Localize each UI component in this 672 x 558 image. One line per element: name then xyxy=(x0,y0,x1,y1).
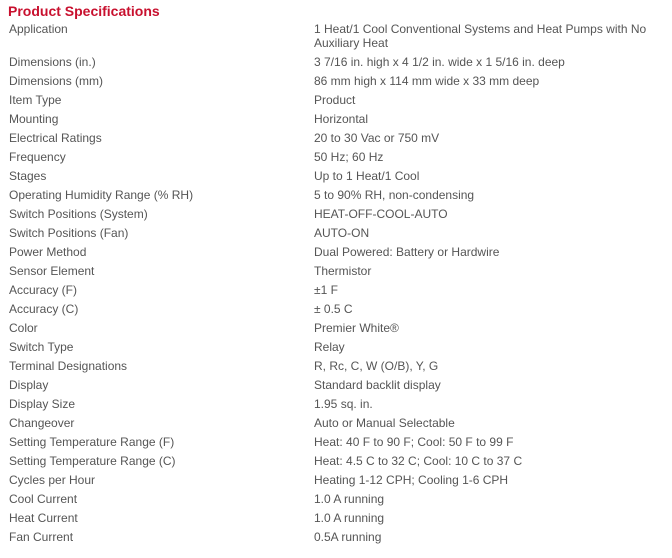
spec-label: Cool Current xyxy=(9,492,78,506)
spec-label: Display Size xyxy=(9,397,76,411)
spec-value: Auto or Manual Selectable xyxy=(314,416,455,430)
spec-value: 1.95 sq. in. xyxy=(314,397,373,411)
spec-label: Accuracy (F) xyxy=(9,283,78,297)
spec-row xyxy=(0,148,672,167)
spec-value: Dual Powered: Battery or Hardwire xyxy=(314,245,500,259)
spec-value: 1 Heat/1 Cool Conventional Systems and Heat Pumps with No Auxiliary Heat xyxy=(314,22,647,50)
spec-row xyxy=(0,20,672,53)
spec-row xyxy=(0,129,672,148)
spec-row xyxy=(0,205,672,224)
spec-label: Operating Humidity Range (% RH) xyxy=(9,188,194,202)
spec-row xyxy=(0,395,672,414)
spec-row xyxy=(0,338,672,357)
spec-row xyxy=(0,167,672,186)
spec-value: Heat: 4.5 C to 32 C; Cool: 10 C to 37 C xyxy=(314,454,523,468)
spec-value: Heat: 40 F to 90 F; Cool: 50 F to 99 F xyxy=(314,435,514,449)
spec-row xyxy=(0,300,672,319)
spec-label: Mounting xyxy=(9,112,59,126)
spec-row xyxy=(0,433,672,452)
spec-label: Power Method xyxy=(9,245,87,259)
spec-value: 3 7/16 in. high x 4 1/2 in. wide x 1 5/16 in. deep xyxy=(314,55,565,69)
spec-label: Electrical Ratings xyxy=(9,131,102,145)
spec-value: Product xyxy=(314,93,356,107)
spec-value: R, Rc, C, W (O/B), Y, G xyxy=(314,359,439,373)
spec-value: Heating 1-12 CPH; Cooling 1-6 CPH xyxy=(314,473,509,487)
spec-label: Heat Current xyxy=(9,511,78,525)
spec-label: Setting Temperature Range (C) xyxy=(9,454,176,468)
spec-label: Color xyxy=(9,321,38,335)
spec-value: ±1 F xyxy=(314,283,338,297)
spec-value: 5 to 90% RH, non-condensing xyxy=(314,188,475,202)
spec-row xyxy=(0,490,672,509)
spec-row xyxy=(0,262,672,281)
spec-label: Stages xyxy=(9,169,47,183)
spec-label: Frequency xyxy=(9,150,66,164)
spec-row xyxy=(0,452,672,471)
spec-label: Dimensions (mm) xyxy=(9,74,104,88)
spec-row xyxy=(0,186,672,205)
spec-row xyxy=(0,91,672,110)
spec-row xyxy=(0,414,672,433)
section-title: Product Specifications xyxy=(8,3,160,19)
spec-row xyxy=(0,471,672,490)
spec-label: Changeover xyxy=(9,416,75,430)
spec-value: AUTO-ON xyxy=(314,226,370,240)
spec-value: Standard backlit display xyxy=(314,378,441,392)
spec-value: 0.5A running xyxy=(314,530,382,544)
spec-row xyxy=(0,72,672,91)
spec-value: 20 to 30 Vac or 750 mV xyxy=(314,131,440,145)
spec-label: Switch Positions (System) xyxy=(9,207,148,221)
spec-value: Premier White® xyxy=(314,321,399,335)
spec-value: HEAT-OFF-COOL-AUTO xyxy=(314,207,448,221)
spec-row xyxy=(0,357,672,376)
spec-value: 86 mm high x 114 mm wide x 33 mm deep xyxy=(314,74,540,88)
spec-label: Terminal Designations xyxy=(9,359,128,373)
spec-value: 1.0 A running xyxy=(314,492,385,506)
spec-value: Up to 1 Heat/1 Cool xyxy=(314,169,420,183)
spec-value: Relay xyxy=(314,340,345,354)
spec-label: Dimensions (in.) xyxy=(9,55,96,69)
spec-label: Item Type xyxy=(9,93,62,107)
spec-label: Switch Type xyxy=(9,340,74,354)
spec-label: Fan Current xyxy=(9,530,74,544)
spec-row xyxy=(0,53,672,72)
spec-value: Horizontal xyxy=(314,112,369,126)
spec-label: Switch Positions (Fan) xyxy=(9,226,129,240)
spec-row xyxy=(0,110,672,129)
spec-row xyxy=(0,281,672,300)
spec-value: ± 0.5 C xyxy=(314,302,353,316)
spec-label: Setting Temperature Range (F) xyxy=(9,435,175,449)
spec-value: 50 Hz; 60 Hz xyxy=(314,150,384,164)
spec-label: Application xyxy=(9,22,68,36)
spec-row xyxy=(0,528,672,547)
spec-value: 1.0 A running xyxy=(314,511,385,525)
spec-value: Thermistor xyxy=(314,264,372,278)
spec-row xyxy=(0,509,672,528)
spec-row xyxy=(0,224,672,243)
spec-label: Cycles per Hour xyxy=(9,473,96,487)
spec-label: Display xyxy=(9,378,49,392)
spec-table xyxy=(0,20,672,547)
spec-row xyxy=(0,319,672,338)
spec-label: Sensor Element xyxy=(9,264,95,278)
spec-row xyxy=(0,376,672,395)
spec-row xyxy=(0,243,672,262)
spec-label: Accuracy (C) xyxy=(9,302,79,316)
